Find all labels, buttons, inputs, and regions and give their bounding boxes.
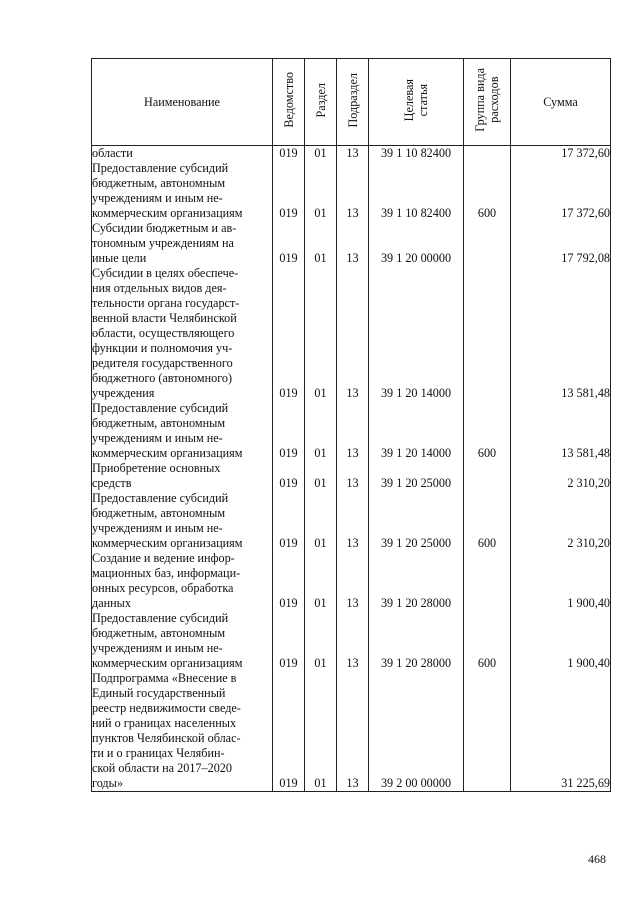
cell-sum: 17 792,08: [511, 221, 611, 266]
cell-group: [464, 146, 511, 162]
cell-sum: 1 900,40: [511, 551, 611, 611]
cell-name: Предоставление субсидий бюджетным, автономным учреждениям и иным не- коммерческим организациям: [92, 401, 273, 461]
cell-name: Создание и ведение инфор- мационных баз, информаци- онных ресурсов, обработка данных: [92, 551, 273, 611]
cell-target: 39 2 00 00000: [369, 671, 464, 792]
header-razdel: Раздел: [305, 59, 337, 146]
cell-group: [464, 266, 511, 401]
cell-group: [464, 221, 511, 266]
cell-target: 39 1 10 82400: [369, 146, 464, 162]
cell-group: 600: [464, 491, 511, 551]
cell-vedomstvo: 019: [273, 146, 305, 162]
header-group: Группа вида расходов: [464, 59, 511, 146]
cell-sum: 31 225,69: [511, 671, 611, 792]
cell-group: [464, 551, 511, 611]
cell-vedomstvo: 019: [273, 611, 305, 671]
cell-name: области: [92, 146, 273, 162]
cell-sum: 2 310,20: [511, 491, 611, 551]
cell-target: 39 1 10 82400: [369, 161, 464, 221]
cell-razdel: 01: [305, 401, 337, 461]
cell-group: [464, 461, 511, 491]
table-row: [92, 161, 611, 221]
cell-target: 39 1 20 28000: [369, 551, 464, 611]
cell-sum: 17 372,60: [511, 161, 611, 221]
table-row: [92, 671, 611, 792]
header-podrazdel: Подраздел: [337, 59, 369, 146]
cell-razdel: 01: [305, 551, 337, 611]
cell-target: 39 1 20 25000: [369, 491, 464, 551]
cell-sum: 13 581,48: [511, 401, 611, 461]
cell-podrazdel: 13: [337, 461, 369, 491]
cell-name: Предоставление субсидий бюджетным, автономным учреждениям и иным не- коммерческим организациям: [92, 491, 273, 551]
cell-vedomstvo: 019: [273, 401, 305, 461]
cell-podrazdel: 13: [337, 491, 369, 551]
cell-group: 600: [464, 401, 511, 461]
header-sum: Сумма: [511, 59, 611, 146]
cell-razdel: 01: [305, 491, 337, 551]
table-row: [92, 611, 611, 671]
cell-podrazdel: 13: [337, 671, 369, 792]
cell-group: 600: [464, 611, 511, 671]
cell-name: Предоставление субсидий бюджетным, автономным учреждениям и иным не- коммерческим организациям: [92, 611, 273, 671]
table-row: [92, 461, 611, 491]
cell-name: Приобретение основных средств: [92, 461, 273, 491]
table-row: [92, 551, 611, 611]
cell-vedomstvo: 019: [273, 161, 305, 221]
cell-vedomstvo: 019: [273, 221, 305, 266]
cell-target: 39 1 20 14000: [369, 266, 464, 401]
header-vedomstvo: Ведомство: [273, 59, 305, 146]
cell-podrazdel: 13: [337, 221, 369, 266]
header-row: [92, 59, 611, 146]
cell-target: 39 1 20 28000: [369, 611, 464, 671]
cell-razdel: 01: [305, 671, 337, 792]
header-name: Наименование: [92, 59, 273, 146]
header-target: Целевая статья: [369, 59, 464, 146]
cell-sum: 13 581,48: [511, 266, 611, 401]
page-number: 468: [588, 852, 606, 866]
table-row: [92, 221, 611, 266]
cell-group: [464, 671, 511, 792]
cell-name: Субсидии в целях обеспече- ния отдельных видов дея- тельности органа государст- венной власти Челябинской области, осуществляющего функции и полномочия уч- редителя государственного бюджетного (автономного) учреждения: [92, 266, 273, 401]
cell-vedomstvo: 019: [273, 461, 305, 491]
cell-podrazdel: 13: [337, 611, 369, 671]
table-row: [92, 401, 611, 461]
cell-podrazdel: 13: [337, 146, 369, 162]
cell-razdel: 01: [305, 161, 337, 221]
cell-sum: 2 310,20: [511, 461, 611, 491]
cell-razdel: 01: [305, 146, 337, 162]
table-row: [92, 146, 611, 162]
cell-razdel: 01: [305, 461, 337, 491]
cell-target: 39 1 20 25000: [369, 461, 464, 491]
cell-name: Субсидии бюджетным и ав- тономным учреждениям на иные цели: [92, 221, 273, 266]
table-row: [92, 266, 611, 401]
cell-razdel: 01: [305, 221, 337, 266]
cell-vedomstvo: 019: [273, 266, 305, 401]
cell-sum: 1 900,40: [511, 611, 611, 671]
cell-name: Предоставление субсидий бюджетным, автономным учреждениям и иным не- коммерческим организациям: [92, 161, 273, 221]
cell-target: 39 1 20 00000: [369, 221, 464, 266]
cell-razdel: 01: [305, 266, 337, 401]
cell-podrazdel: 13: [337, 401, 369, 461]
cell-sum: 17 372,60: [511, 146, 611, 162]
cell-razdel: 01: [305, 611, 337, 671]
cell-group: 600: [464, 161, 511, 221]
cell-vedomstvo: 019: [273, 671, 305, 792]
cell-vedomstvo: 019: [273, 551, 305, 611]
budget-table: [91, 58, 611, 792]
cell-podrazdel: 13: [337, 266, 369, 401]
cell-podrazdel: 13: [337, 161, 369, 221]
cell-podrazdel: 13: [337, 551, 369, 611]
table-row: [92, 491, 611, 551]
cell-vedomstvo: 019: [273, 491, 305, 551]
cell-target: 39 1 20 14000: [369, 401, 464, 461]
cell-name: Подпрограмма «Внесение в Единый государственный реестр недвижимости сведе- ний о границах населенных пунктов Челябинской облас- ти и о границах Челябин- ской области на 2017–2020 годы»: [92, 671, 273, 792]
